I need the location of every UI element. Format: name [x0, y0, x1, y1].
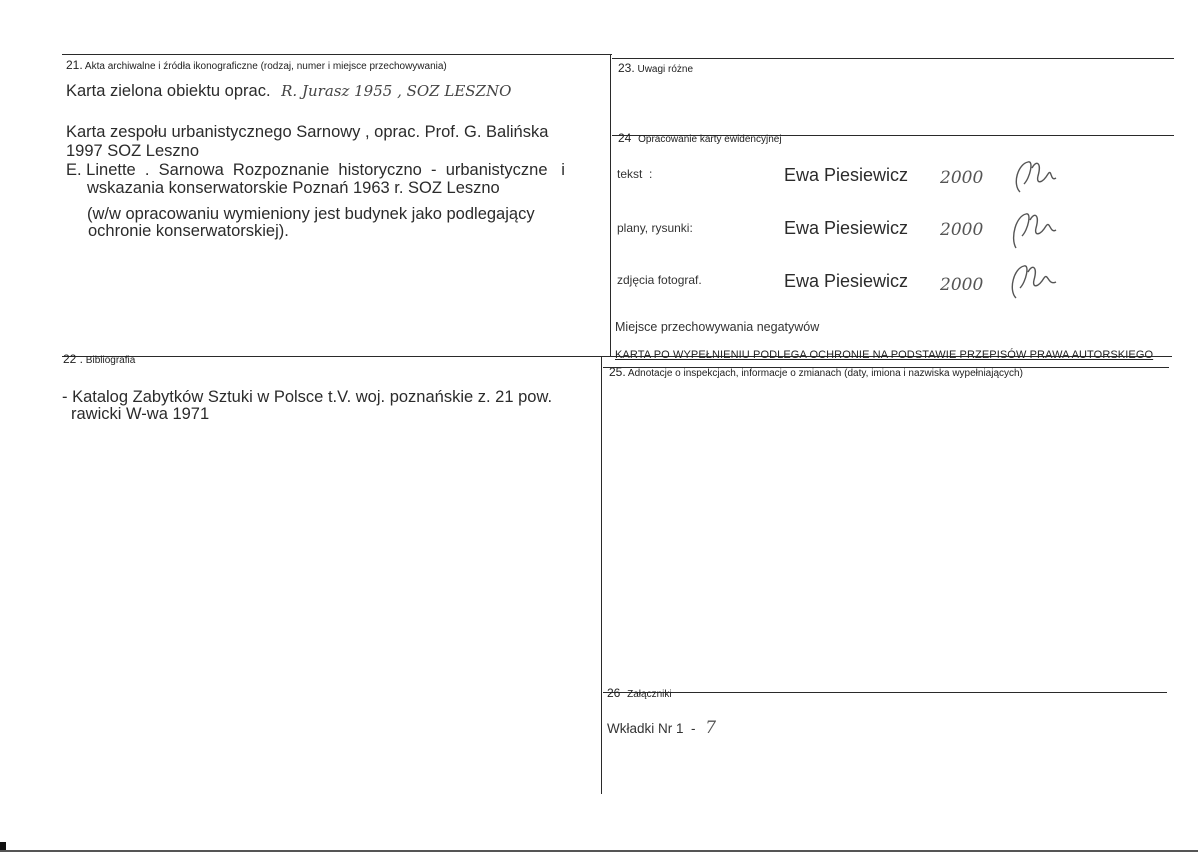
column-divider	[610, 54, 611, 356]
negatives-location-label: Miejsce przechowywania negatywów	[615, 320, 820, 334]
row-drawings-label: plany, rysunki:	[617, 221, 693, 235]
column-divider-lower	[601, 356, 602, 794]
section21-number: 21.	[66, 58, 83, 72]
row-drawings-name: Ewa Piesiewicz	[784, 218, 909, 238]
row-text-year: 2000	[940, 168, 984, 188]
row-text-name: Ewa Piesiewicz	[784, 165, 909, 185]
scan-corner-mark	[0, 842, 6, 850]
section21-line2: Karta zespołu urbanistycznego Sarnowy , oprac. Prof. G. Balińska	[66, 123, 549, 141]
attachments-line	[607, 718, 716, 738]
rule-section26	[603, 692, 1167, 693]
section21-line1-text: Karta zielona obiektu oprac.	[66, 82, 271, 100]
section24-number: 24	[618, 131, 632, 145]
section21-line1	[66, 82, 511, 101]
section25-number: 25.	[609, 365, 626, 379]
attachments-label: Wkładki Nr 1 -	[607, 721, 696, 736]
row-text-label: tekst :	[617, 167, 653, 181]
row-photos-year: 2000	[940, 275, 984, 295]
section23-number: 23.	[618, 61, 635, 75]
section22-number: 22 .	[63, 352, 84, 366]
section22-title: Bibliografia	[85, 355, 136, 366]
section22-line2: rawicki W-wa 1971	[71, 405, 210, 423]
section23-header	[618, 61, 693, 75]
section23-title: Uwagi różne	[637, 64, 694, 75]
section26-title: Załączniki	[627, 689, 672, 700]
attachments-handwritten-count: 7	[705, 718, 717, 738]
bottom-scan-edge	[0, 850, 1198, 852]
section21-line4: E. Linette . Sarnowa Rozpoznanie historyczno - urbanistyczne i	[66, 161, 565, 179]
section21-title: Akta archiwalne i źródła ikonograficzne (rodzaj, numer i miejsce przechowywania)	[84, 61, 447, 72]
section21-line7: ochronie konserwatorskiej).	[88, 222, 289, 240]
copyright-notice: KARTA PO WYPEŁNIENIU PODLEGA OCHRONIE NA PODSTAWIE PRZEPISÓW PRAWA AUTORSKIEGO	[615, 349, 1154, 361]
section25-title: Adnotacje o inspekcjach, informacje o zmianach (daty, imiona i nazwiska wypełniających)	[627, 368, 1023, 379]
row-drawings-signature	[1006, 208, 1066, 256]
section22-line1: - Katalog Zabytków Sztuki w Polsce t.V. woj. poznańskie z. 21 pow.	[62, 388, 553, 406]
top-rule-left	[62, 54, 612, 55]
section22-header	[63, 352, 135, 366]
row-text-signature	[1008, 154, 1068, 202]
section21-line3: 1997 SOZ Leszno	[66, 142, 199, 160]
section21-line5: wskazania konserwatorskie Poznań 1963 r. SOZ Leszno	[87, 179, 500, 197]
row-photos-label: zdjęcia fotograf.	[617, 273, 702, 287]
section26-header	[607, 686, 672, 700]
row-photos-name: Ewa Piesiewicz	[784, 271, 909, 291]
section21-handwritten-note: R. Jurasz 1955 , SOZ LESZNO	[281, 82, 512, 100]
row-drawings-year: 2000	[940, 220, 984, 240]
section24-title: Opracowanie karty ewidencyjnej	[638, 134, 782, 145]
section25-header	[609, 365, 1023, 379]
section24-header	[618, 131, 782, 145]
top-rule-right	[612, 58, 1174, 59]
row-photos-signature	[1004, 258, 1064, 306]
section21-header	[66, 58, 447, 72]
section26-number: 26	[607, 686, 621, 700]
section21-line6: (w/w opracowaniu wymieniony jest budynek jako podlegający	[87, 205, 535, 223]
